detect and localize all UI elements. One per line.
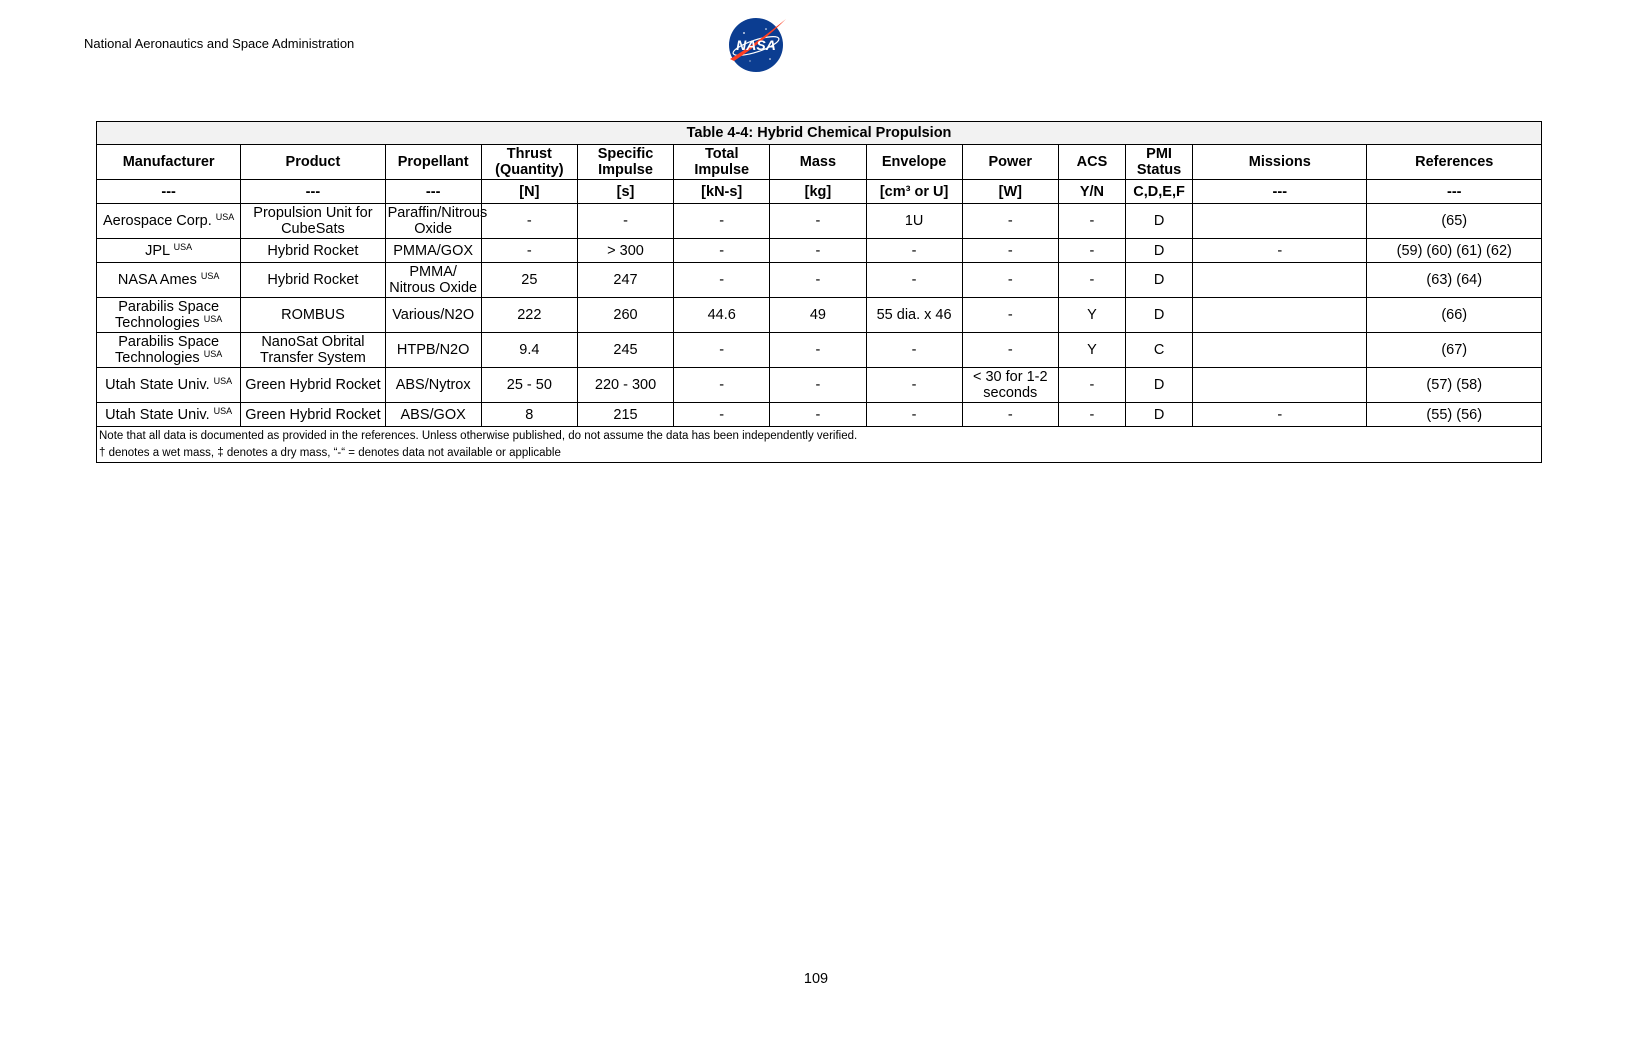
column-unit: [N] [481, 180, 577, 204]
table-row [97, 263, 1542, 298]
table-cell: (63) (64) [1367, 263, 1542, 298]
column-header: Missions [1193, 145, 1367, 180]
table-cell: Y [1058, 333, 1125, 368]
table-row [97, 333, 1542, 368]
table-row [97, 204, 1542, 239]
table-note-legend: † denotes a wet mass, ‡ denotes a dry mass, “-“ = denotes data not available or applicable [99, 446, 561, 459]
table-cell: D [1126, 263, 1193, 298]
table-row [97, 403, 1542, 427]
column-unit: --- [1193, 180, 1367, 204]
column-unit: [W] [962, 180, 1058, 204]
page-number: 109 [803, 971, 829, 987]
table-cell: 25 - 50 [481, 368, 577, 403]
manufacturer-name: Aerospace Corp. [102, 213, 212, 229]
table-cell: 49 [770, 298, 866, 333]
nasa-logo-icon [724, 15, 788, 73]
table-cell [1193, 368, 1367, 403]
table-cell: - [481, 239, 577, 263]
manufacturer-cell [97, 403, 241, 427]
column-unit: C,D,E,F [1126, 180, 1193, 204]
column-header: Power [962, 145, 1058, 180]
manufacturer-cell [97, 333, 241, 368]
table-cell: - [674, 263, 770, 298]
table-cell: ABS/Nytrox [385, 368, 481, 403]
table-cell: - [866, 239, 962, 263]
table-cell: D [1126, 239, 1193, 263]
table-cell: (67) [1367, 333, 1542, 368]
table-cell: Green Hybrid Rocket [241, 403, 385, 427]
table-cell: NanoSat Obrital Transfer System [241, 333, 385, 368]
manufacturer-name: NASA Ames [117, 272, 197, 288]
table-cell: 1U [866, 204, 962, 239]
country-superscript: USA [203, 314, 223, 324]
table-cell: ROMBUS [241, 298, 385, 333]
table-cell: - [962, 204, 1058, 239]
table-cell: Hybrid Rocket [241, 263, 385, 298]
table-cell: - [674, 239, 770, 263]
column-unit: --- [97, 180, 241, 204]
table-cell: - [1058, 368, 1125, 403]
country-superscript: USA [213, 405, 233, 416]
column-unit: --- [1367, 180, 1542, 204]
table-row [97, 298, 1542, 333]
table-cell: - [1193, 403, 1367, 427]
table-cell: 215 [577, 403, 673, 427]
country-superscript: USA [215, 212, 235, 222]
column-header: References [1367, 145, 1542, 180]
table-cell: 222 [481, 298, 577, 333]
table-cell: D [1126, 368, 1193, 403]
table-cell: - [674, 204, 770, 239]
column-header: Total Impulse [674, 145, 770, 180]
manufacturer-name: Parabilis Space Technologies [115, 334, 220, 366]
table-cell: (57) (58) [1367, 368, 1542, 403]
country-superscript: USA [203, 349, 223, 359]
table-cell: - [674, 368, 770, 403]
column-header: Specific Impulse [577, 145, 673, 180]
table-cell: - [962, 263, 1058, 298]
manufacturer-name: Utah State Univ. [105, 406, 210, 423]
column-unit: [kN-s] [674, 180, 770, 204]
manufacturer-cell [97, 204, 241, 239]
table-cell: - [481, 204, 577, 239]
table-row [97, 239, 1542, 263]
table-cell: Paraffin/Nitrous Oxide [385, 204, 481, 239]
manufacturer-cell [97, 298, 241, 333]
table-cell: - [1058, 239, 1125, 263]
column-header: Manufacturer [97, 145, 241, 180]
table-cell: 8 [481, 403, 577, 427]
column-header: Product [241, 145, 385, 180]
country-superscript: USA [200, 271, 220, 281]
table-cell: - [962, 298, 1058, 333]
table-cell: 247 [577, 263, 673, 298]
table-cell: - [770, 403, 866, 427]
table-cell: - [866, 368, 962, 403]
table-cell: Various/N2O [385, 298, 481, 333]
column-header: Mass [770, 145, 866, 180]
propulsion-table [96, 121, 1542, 463]
table-cell: - [770, 204, 866, 239]
organization-name: National Aeronautics and Space Administration [84, 36, 355, 51]
table-cell: PMMA/ Nitrous Oxide [385, 263, 481, 298]
manufacturer-cell [97, 263, 241, 298]
country-superscript: USA [213, 376, 233, 386]
table-cell: > 300 [577, 239, 673, 263]
manufacturer-name: JPL [145, 242, 170, 259]
table-cell: - [1058, 403, 1125, 427]
column-unit: --- [385, 180, 481, 204]
column-unit: [s] [577, 180, 673, 204]
table-note-verification: Note that all data is documented as provided in the references. Unless otherwise published, do not assume the data has been independently verified. [99, 430, 858, 442]
table-cell: (66) [1367, 298, 1542, 333]
table-cell: - [866, 403, 962, 427]
column-unit: [cm³ or U] [866, 180, 962, 204]
table-cell: - [1193, 239, 1367, 263]
column-header: Propellant [385, 145, 481, 180]
manufacturer-name: Parabilis Space Technologies [115, 299, 220, 331]
propulsion-table-container [96, 121, 1542, 463]
table-cell: - [1058, 204, 1125, 239]
manufacturer-cell [97, 239, 241, 263]
table-cell [1193, 333, 1367, 368]
column-header: Envelope [866, 145, 962, 180]
table-cell: - [770, 368, 866, 403]
table-cell: ABS/GOX [385, 403, 481, 427]
table-cell: - [770, 263, 866, 298]
table-cell: Hybrid Rocket [241, 239, 385, 263]
table-cell: 220 - 300 [577, 368, 673, 403]
column-header: ACS [1058, 145, 1125, 180]
table-cell: 260 [577, 298, 673, 333]
table-cell: - [770, 333, 866, 368]
column-unit: --- [241, 180, 385, 204]
table-cell: - [577, 204, 673, 239]
table-cell: - [1058, 263, 1125, 298]
column-header: PMI Status [1126, 145, 1193, 180]
table-cell: Propulsion Unit for CubeSats [241, 204, 385, 239]
table-cell: 245 [577, 333, 673, 368]
country-superscript: USA [173, 241, 193, 252]
table-cell: (65) [1367, 204, 1542, 239]
table-cell: - [962, 403, 1058, 427]
table-cell: C [1126, 333, 1193, 368]
column-unit: [kg] [770, 180, 866, 204]
manufacturer-cell [97, 368, 241, 403]
table-caption: Table 4-4: Hybrid Chemical Propulsion [97, 122, 1542, 145]
column-header: Thrust (Quantity) [481, 145, 577, 180]
table-cell: - [962, 333, 1058, 368]
table-cell: Green Hybrid Rocket [241, 368, 385, 403]
logo-text: NASA [736, 37, 776, 53]
table-cell: - [866, 263, 962, 298]
table-cell: D [1126, 298, 1193, 333]
column-unit: Y/N [1058, 180, 1125, 204]
table-cell: HTPB/N2O [385, 333, 481, 368]
manufacturer-name: Utah State Univ. [105, 377, 210, 393]
table-cell [1193, 263, 1367, 298]
table-cell: < 30 for 1-2 seconds [962, 368, 1058, 403]
table-cell: 25 [481, 263, 577, 298]
table-cell: - [866, 333, 962, 368]
table-cell: D [1126, 204, 1193, 239]
table-cell: - [674, 403, 770, 427]
table-cell: D [1126, 403, 1193, 427]
table-cell [1193, 298, 1367, 333]
table-cell: (59) (60) (61) (62) [1367, 239, 1542, 263]
table-cell: - [962, 239, 1058, 263]
table-cell [1193, 204, 1367, 239]
table-cell: PMMA/GOX [385, 239, 481, 263]
table-cell: 9.4 [481, 333, 577, 368]
table-row [97, 368, 1542, 403]
table-cell: 44.6 [674, 298, 770, 333]
table-cell: 55 dia. x 46 [866, 298, 962, 333]
table-cell: - [674, 333, 770, 368]
table-cell: - [770, 239, 866, 263]
table-cell: (55) (56) [1367, 403, 1542, 427]
table-notes [97, 427, 1542, 463]
table-cell: Y [1058, 298, 1125, 333]
